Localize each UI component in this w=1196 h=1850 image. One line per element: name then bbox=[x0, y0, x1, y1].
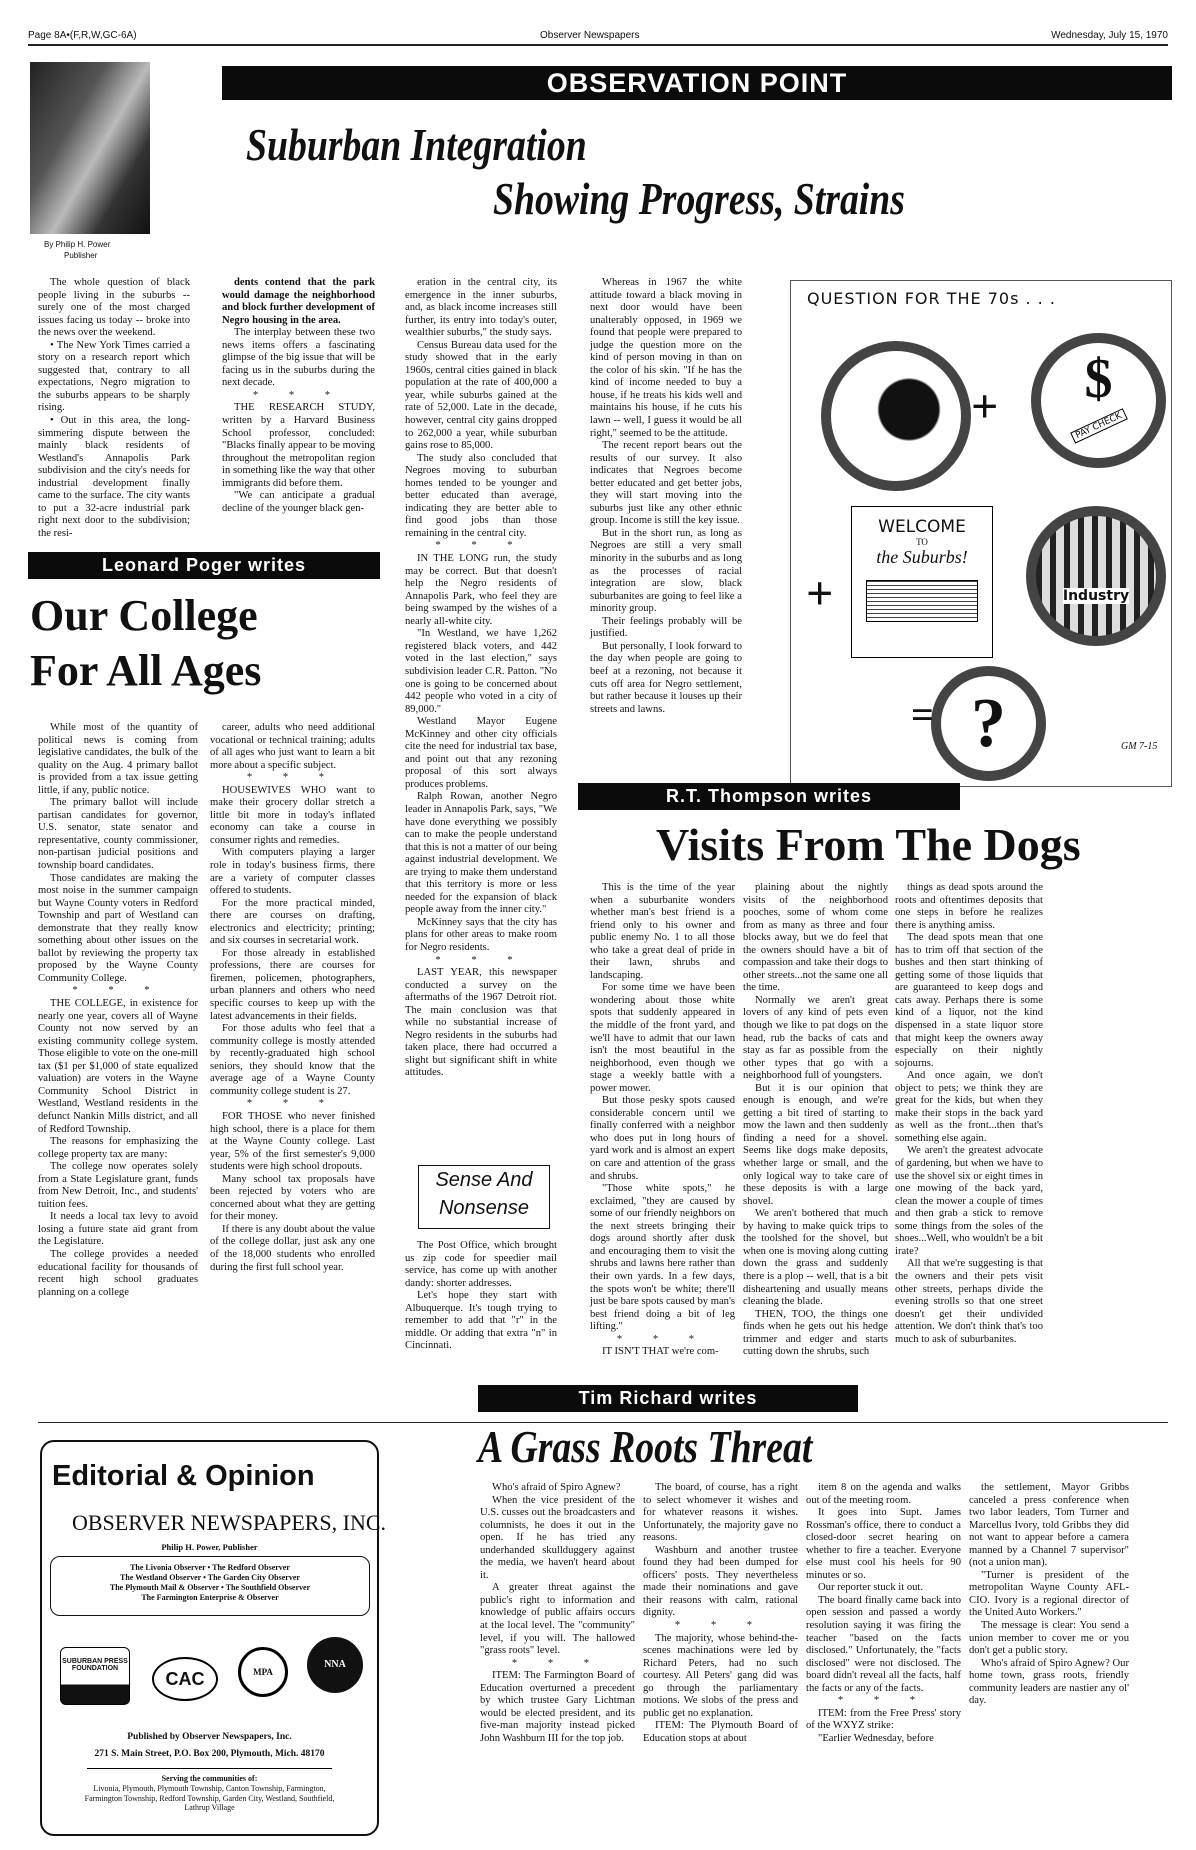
section-separator: * * * bbox=[616, 1333, 709, 1345]
paragraph: IN THE LONG run, the study may be correct. But that doesn't help the Negro residents of Annapolis Park, who feel they are being swamped by the wishes of a nearly all-white city. bbox=[405, 553, 557, 627]
observation-col-2 bbox=[222, 277, 375, 515]
paragraph: IT ISN'T THAT we're com- bbox=[602, 1346, 719, 1358]
paragraph: The majority, whose behind-the-scenes machinations were led by Richard Peters, had no such courtesy. All Peters' gang did was go through the parliamentary motions. We slobs of the press and public get no explanation. bbox=[643, 1632, 798, 1719]
paragraph: HOUSEWIVES WHO want to make their grocery dollar stretch a little bit more in today's inflated economy can take a course in consumer rights and remedies. bbox=[210, 784, 375, 846]
paragraph: For those adults who feel that a community college is mostly attended by recently-graduated high school seniors, they should know that the average age of a Wayne County community college student is 27. bbox=[210, 1023, 375, 1097]
paper-list bbox=[50, 1556, 370, 1616]
tim-richard-banner: Tim Richard writes bbox=[478, 1385, 858, 1412]
cac-logo: CAC bbox=[152, 1657, 218, 1701]
paragraph: And once again, we don't object to pets; we think they are great for the kids, but when they make their stops in the back yard as well as the front...then that's something else again. bbox=[895, 1070, 1043, 1144]
address: 271 S. Main Street, P.O. Box 200, Plymouth, Mich. 48170 bbox=[94, 1749, 325, 1759]
editorial-cartoon bbox=[790, 280, 1172, 787]
paragraph: The primary ballot will include partisan candidates for governor, U.S. senator, state senator and representative, county commissioner, non-partisan judicial positions and township board candidates. bbox=[38, 797, 198, 872]
couple-circle bbox=[821, 341, 971, 491]
paragraph: When the vice president of the U.S. cusses out the broadcasters and columnists, he does it out in the open. If he has tried any underhanded skullduggery against the media, we haven't heard about it. bbox=[480, 1494, 635, 1581]
editorial-masthead bbox=[40, 1440, 387, 1836]
paragraph: "We can anticipate a gradual decline of the younger black gen- bbox=[222, 490, 375, 514]
paragraph: Westland Mayor Eugene McKinney and other city officials cite the need for industrial tax base, and point out that any rezoning proposal of this sort always produces problems. bbox=[405, 716, 557, 790]
communities: Livonia, Plymouth, Plymouth Township, Canton Township, Farmington, Farmington Township, Redford Township, Garden City, Westland, Southfield, Lathrup Village bbox=[84, 1784, 335, 1812]
observation-col-1 bbox=[38, 277, 190, 540]
section-separator: * * * bbox=[435, 954, 527, 966]
rt-thompson-banner: R.T. Thompson writes bbox=[578, 783, 960, 810]
richard-col-2 bbox=[643, 1482, 798, 1745]
sign-to: TO bbox=[916, 537, 928, 547]
paragraph: Normally we aren't great lovers of any kind of pets even though we like to pat dogs on the head, rub the backs of cats and stay as far as possible from the other types that go with a neighborhood full of youngsters. bbox=[743, 994, 888, 1082]
byline-role: Publisher bbox=[64, 251, 98, 260]
paragraph: Let's hope they start with Albuquerque. It's tough trying to remember to add that "r" in the middle. Or adding that extra "n" in Cincinnati. bbox=[405, 1290, 557, 1352]
paragraph: dents contend that the park would damage the neighborhood and block further development of Negro housing in the area. bbox=[222, 277, 375, 326]
paragraph: McKinney says that the city has plans for other areas to make room for Negro residents. bbox=[405, 916, 557, 953]
section-separator: * * * bbox=[511, 1657, 604, 1669]
section-separator: * * * bbox=[246, 772, 339, 784]
section-separator: * * * bbox=[837, 1695, 930, 1707]
paragraph: A greater threat against the public's right to information and knowledge of public affairs occurs at the local level. The "community" level, if you will. The hallowed "grass roots" level. bbox=[480, 1582, 635, 1657]
paragraph: Their feelings probably will be justified. bbox=[590, 615, 742, 640]
paragraph: It goes into Supt. James Rossman's office, there to conduct a closed-door secret hearing on whether to fire a teacher. Everyone else must cool his heels for 90 minutes or so. bbox=[806, 1507, 961, 1581]
section-separator: * * * bbox=[674, 1620, 767, 1632]
thompson-col-1 bbox=[590, 882, 735, 1359]
richard-headline: A Grass Roots Threat bbox=[478, 1421, 813, 1472]
paragraph: Who's afraid of Spiro Agnew? bbox=[492, 1482, 621, 1493]
thompson-col-2 bbox=[743, 882, 888, 1359]
paragraph: LAST YEAR, this newspaper conducted a survey on the aftermaths of the 1967 Detroit riot. The main conclusion was that while no substantial increase of Negro residents in the suburbs had taken place, there had occurred a slight but significant shift in white attitudes. bbox=[405, 967, 557, 1079]
paragraph: eration in the central city, its emergence in the inner suburbs, and, as black income increases still further, its entry into today's outer, wealthier suburbs," the study says. bbox=[405, 277, 557, 339]
paragraph: THE RESEARCH STUDY, written by a Harvard Business School professor, concluded: "Blacks finally appear to be moving throughout the metropolitan region in something like the way that other immigrants did before them. bbox=[222, 402, 375, 489]
section-separator: * * * bbox=[252, 389, 345, 401]
paragraph: Census Bureau data used for the study showed that in the early 1960s, central cities gained in black population at the rate of 400,000 a year, while suburbs gained at the rate of 52,000. Late in the decade, however, central city gains dropped to 262,000 a year, while suburban gains rose to 85,000. bbox=[405, 339, 557, 452]
paragraph: But in the short run, as long as Negroes are still a very small minority in the suburbs and as long as the processes of racial integration are slow, black suburbanites are going to feel like a minority group. bbox=[590, 527, 742, 615]
paragraph: The interplay between these two news items offers a fascinating glimpse of the big issue that will be facing us in the suburbs during the next decade. bbox=[222, 327, 375, 389]
thompson-col-3 bbox=[895, 882, 1043, 1346]
paragraph: It needs a local tax levy to avoid losing a future state aid grant from the Legislature. bbox=[38, 1211, 198, 1248]
poger-headline-1: Our College bbox=[30, 591, 258, 640]
paragraph: THE COLLEGE, in existence for nearly one year, covers all of Wayne County not now served by an existing community college system. Those eligible to vote on the one-mill tax ($1 per $1,000 of state equalized valuation) are voters in the Wayne Community School District in Westland, Westland residents in the defunct Nankin Mills district, and all of Redford Township. bbox=[38, 998, 198, 1135]
paragraph: We aren't bothered that much by having to make quick trips to the toolshed for the shovel, but when one is moving along cutting down the grass and suddenly there is a plop -- well, that is a bit disheartening and usually means cleaning the blade. bbox=[743, 1208, 888, 1308]
paragraph: things as dead spots around the roots and oftentimes deposits that one steps in before he realizes there is anything amiss. bbox=[895, 882, 1043, 931]
paragraph: the settlement, Mayor Gribbs canceled a press conference when two labor leaders, Tom Turner and Marcellus Ivory, told Gribbs they did not want to appear before a camera manned by a Channel 7 supervisor" (not a union man). bbox=[969, 1482, 1129, 1569]
paycheck-label: PAY CHECK bbox=[1070, 408, 1127, 443]
poger-headline-2: For All Ages bbox=[30, 646, 262, 695]
paragraph: Our reporter stuck it out. bbox=[818, 1582, 924, 1594]
paragraph: For those already in established professions, there are courses for firemen, policemen, photographers, urban planners and others who need specific courses to keep up with the latest advancements in their fields. bbox=[210, 947, 375, 1022]
paper-name-item: The Livonia Observer • The Redford Observer bbox=[130, 1563, 290, 1572]
paragraph: plaining about the nightly visits of the neighborhood pooches, some of whom come from as many as three and four blocks away, but we do feel that the owners should have a bit of compassion and take their dogs to other streets...not the same one all the time. bbox=[743, 882, 888, 994]
paragraph: ITEM: from the Free Press' story of the WXYZ strike: bbox=[806, 1707, 961, 1732]
leonard-poger-banner: Leonard Poger writes bbox=[28, 552, 380, 579]
paragraph: Those candidates are making the most noise in the summer campaign but Wayne County voters in Redford Township and part of Westland can demonstrate that they really know something about other issues on the ballot by reviewing the property tax proposed by the Wayne County Community College. bbox=[38, 872, 198, 984]
masthead-rule bbox=[87, 1768, 332, 1769]
equals-icon: = bbox=[911, 692, 934, 737]
poger-col-2 bbox=[210, 722, 375, 1274]
paragraph: • Out in this area, the long-simmering dispute between the mainly black residents of Westland's Annapolis Park subdivision and the city's needs for industrial development finally came to the surface. The city wants to put a 32-acre industrial park right next door to the subdivision; the resi- bbox=[38, 415, 190, 539]
paragraph: Who's afraid of Spiro Agnew? Our home town, grass roots, friendly community leaders are nastier any ol' day. bbox=[969, 1657, 1129, 1707]
paragraph: THEN, TOO, the things one finds when he gets out his hedge trimmer and edger and starts cutting down the shrubs, such bbox=[743, 1308, 888, 1358]
paper-name: Observer Newspapers bbox=[540, 30, 640, 41]
byline: By Philip H. Power bbox=[44, 240, 111, 249]
mpa-logo: MPA bbox=[238, 1647, 288, 1697]
publisher-line: Philip H. Power, Publisher bbox=[161, 1542, 258, 1552]
paragraph: But those pesky spots caused considerable concern until we finally conferred with a neighbor who does put in long hours of yard work and is almost an expert on care and attention of the grass and shrubs. bbox=[590, 1095, 735, 1182]
paycheck-circle bbox=[1031, 333, 1166, 468]
richard-col-4 bbox=[969, 1482, 1129, 1708]
headline-line-2: Showing Progress, Strains bbox=[493, 173, 905, 224]
paragraph: All that we're suggesting is that the owners and their pets visit other streets, perhaps divide the evening strolls so that one street doesn't get their undivided attention. We don't think that's too much to ask of suburbanites. bbox=[895, 1258, 1043, 1345]
paragraph: The college now operates solely from a State Legislature grant, funds from New Detroit, Inc., and students' tuition fees. bbox=[38, 1161, 198, 1210]
paragraph: FOR THOSE who never finished high school, there is a place for them at the Wayne County college. Last year, 5% of the first semester's 9,000 students were high school dropouts. bbox=[210, 1110, 375, 1173]
paragraph: The reasons for emphasizing the college property tax are many: bbox=[38, 1136, 198, 1160]
serving-label: Serving the communities of: bbox=[161, 1774, 258, 1783]
paragraph: The dead spots mean that one has to trim off that section of the bushes and then start thinking of getting some of those liquids that are guaranteed to keep dogs and cats away. Perhaps there is some kind of a liquor, not the kind dispensed in a state liquor store that might keep the owners away especially on their nightly sojourns. bbox=[895, 932, 1043, 1069]
house-drawing bbox=[866, 580, 978, 622]
nna-logo: NNA bbox=[307, 1637, 363, 1693]
observation-col-4 bbox=[590, 277, 742, 716]
dollar-icon: $ bbox=[1084, 348, 1113, 410]
paragraph: The message is clear: You send a union member to cover me or you don't get a public story. bbox=[969, 1620, 1129, 1657]
paragraph: For the more practical minded, there are courses on drafting, electronics and electricity; printing; and six courses in secretarial work. bbox=[210, 897, 375, 947]
paragraph: The board, of course, has a right to select whomever it wishes and for whatever reasons it wishes. Unfortunately, the majority gave no reasons. bbox=[643, 1482, 798, 1544]
sense-column bbox=[405, 1240, 557, 1353]
cartoon-signature: GM 7-15 bbox=[1121, 741, 1158, 752]
suburban-press-foundation-logo: SUBURBAN PRESS FOUNDATION bbox=[60, 1647, 130, 1705]
thompson-headline: Visits From The Dogs bbox=[656, 819, 1081, 870]
sense-title-1: Sense And bbox=[435, 1169, 533, 1191]
paragraph: career, adults who need additional vocational or technical training; adults of all ages who just want to learn a bit more about a specific subject. bbox=[210, 722, 375, 771]
section-separator: * * * bbox=[246, 1098, 339, 1110]
published-by: Published by Observer Newspapers, Inc. bbox=[127, 1732, 292, 1742]
paragraph: ITEM: The Plymouth Board of Education stops at about bbox=[643, 1720, 798, 1744]
richard-col-1 bbox=[480, 1482, 635, 1745]
welcome-sign bbox=[851, 506, 993, 658]
observation-col-3 bbox=[405, 277, 557, 1080]
paragraph: item 8 on the agenda and walks out of the meeting room. bbox=[806, 1482, 961, 1506]
paragraph: The whole question of black people living in the suburbs -- surely one of the most charged issues facing us today -- broke into the news over the weekend. bbox=[38, 277, 190, 339]
sense-title-2: Nonsense bbox=[438, 1197, 530, 1219]
paragraph: For some time we have been wondering about those white spots that suddenly appeared in the middle of the front yard, and we'll have to admit that our lawn isn't the most beautiful in the neighborhood, even though we stage a weekly battle with a power mower. bbox=[590, 982, 735, 1094]
sign-suburbs: the Suburbs! bbox=[876, 547, 968, 567]
paragraph: The study also concluded that Negroes moving to suburban homes tended to be younger and better educated than average, indicating they are better able to find good jobs than those remaining in the central city. bbox=[405, 452, 557, 539]
paragraph: The board finally came back into open session and passed a wordy resolution saying it was firing the teacher "based on the facts disclosed." Unfortunately, the "facts disclosed" were not disclosed. The board didn't reveal all the facts, half the facts or any of the facts. bbox=[806, 1594, 961, 1694]
paper-name-item: The Farmington Enterprise & Observer bbox=[141, 1593, 279, 1602]
header-rule bbox=[28, 44, 1168, 46]
paragraph: If there is any doubt about the value of the college dollar, just ask any one of the 18,000 students who enrolled during the first full school year. bbox=[210, 1223, 375, 1273]
paragraph: Many school tax proposals have been rejected by voters who are concerned about what they are getting for their money. bbox=[210, 1173, 375, 1223]
issue-date: Wednesday, July 15, 1970 bbox=[1051, 30, 1168, 41]
richard-col-3 bbox=[806, 1482, 961, 1745]
section-separator: * * * bbox=[72, 985, 164, 997]
cartoon-title: QUESTION FOR THE 70s . . . bbox=[807, 289, 1056, 308]
paragraph: We aren't the greatest advocate of gardening, but when we have to use the shovel six or eight times in one mowing of the back yard, clean the mower a couple of times and then grab a stick to remove some things from the soles of the shoes...Well, who wouldn't be a bit irate? bbox=[895, 1145, 1043, 1257]
paragraph: But it is our opinion that enough is enough, and we're getting a bit tired of starting to mow the lawn and then suddenly finding a need for a shovel. Seems like dogs make deposits, whether large or small, and the only logical way to take care of these deposits is with a large shovel. bbox=[743, 1082, 888, 1207]
masthead-title: Editorial & Opinion bbox=[52, 1460, 315, 1492]
plus-icon: + bbox=[806, 567, 834, 620]
paragraph: With computers playing a larger role in today's business firms, there are a variety of computer classes offered to students. bbox=[210, 847, 375, 897]
paragraph: "In Westland, we have 1,262 registered black voters, and 442 voted in the last election," says subdivision leader C.R. Patton. "No one is going to be concerned about 442 people who voted in a city of 89,000." bbox=[405, 628, 557, 715]
question-circle: ? bbox=[931, 666, 1046, 781]
page-number: Page 8A•(F,R,W,GC-6A) bbox=[28, 30, 137, 41]
sign-welcome: WELCOME bbox=[878, 517, 966, 537]
paragraph: The recent report bears out the results of our survey. It also indicates that Negroes become better educated and get better jobs, they will start moving into the suburbs just like any other ethnic group. Income is still the key issue. bbox=[590, 440, 742, 527]
industry-label: Industry bbox=[1062, 588, 1130, 604]
publisher-photo bbox=[30, 62, 150, 234]
paragraph: While most of the quantity of political news is coming from legislative candidates, the bulk of the quality on the Aug. 4 primary ballot is provided from a tax issue getting little, if any, public notice. bbox=[38, 722, 198, 796]
paragraph: The college provides a needed educational facility for thousands of recent high school graduates planning on a college bbox=[38, 1248, 198, 1298]
section-separator: * * * bbox=[435, 540, 527, 552]
plus-icon: + bbox=[971, 380, 999, 433]
poger-col-1 bbox=[38, 722, 198, 1299]
paragraph: But personally, I look forward to the day when people are going to beef at a rezoning, not because it cuts off area for Negro settlement, but rather because it louses up their streets and lawns. bbox=[590, 640, 742, 715]
paper-name-item: The Plymouth Mail & Observer • The Southfield Observer bbox=[109, 1583, 311, 1592]
paragraph: The Post Office, which brought us zip code for speedier mail service, has come up with another dandy: shorter addresses. bbox=[405, 1240, 557, 1289]
paragraph: "Turner is president of the metropolitan Wayne County AFL-CIO. Ivory is a regional director of the United Auto Workers." bbox=[969, 1569, 1129, 1619]
company-name: OBSERVER NEWSPAPERS, INC. bbox=[72, 1510, 387, 1535]
industry-circle bbox=[1026, 506, 1166, 646]
paragraph: ITEM: The Farmington Board of Education overturned a precedent by which trustee Gary Lichtman would be elected president, and its five-man majority instead picked John Washburn III for the top job. bbox=[480, 1670, 635, 1744]
paragraph: Washburn and another trustee found they had been dumped for officers' posts. They nevertheless made their nominations and gave their reasons with calm, rational dignity. bbox=[643, 1544, 798, 1619]
paper-name-item: The Westland Observer • The Garden City Observer bbox=[120, 1573, 300, 1582]
paragraph: Whereas in 1967 the white attitude toward a black moving in next door would have been unalterably opposed, in 1969 we found that people were prepared to judge the question more on the kind of person moving in than on the color of his skin. "If he has the kind of income needed to buy a house, if he treats his kids well and maintains his house, if he cuts his lawn -- well, I guess it would be all right," seemed to be the attitude. bbox=[590, 277, 742, 439]
paragraph: "Earlier Wednesday, before bbox=[818, 1732, 934, 1744]
sense-nonsense-box bbox=[418, 1165, 550, 1229]
headline-line-1: Suburban Integration bbox=[246, 119, 587, 170]
paragraph: • The New York Times carried a story on a research report which suggested that, contrary to all expectations, Negro migration to the suburbs appears to be sharply rising. bbox=[38, 339, 190, 414]
paragraph: Ralph Rowan, another Negro leader in Annapolis Park, says, "We have done everything we possibly can to make the people understand that this is not a matter of our being against industrial development. We are trying to make them understand that this territory is more or less needed for the expansion of black people away from the inner city." bbox=[405, 791, 557, 916]
observation-point-banner: OBSERVATION POINT bbox=[222, 66, 1172, 100]
paragraph: This is the time of the year when a suburbanite wonders whether man's best friend is a friend only to his owner and public enemy No. 1 to all those who take a great deal of pride in their lawn, shrubs and landscaping. bbox=[590, 882, 735, 981]
paragraph: "Those white spots," he exclaimed, "they are caused by some of our friendly neighbors on the next streets bringing their dogs around shortly after dusk and encouraging them to visit the shrubs and lawns here rather than their own yards. In a few days, the spots won't be white; there'll just be bare spots caused by man's best friend doing a bit of leg lifting." bbox=[590, 1183, 735, 1333]
